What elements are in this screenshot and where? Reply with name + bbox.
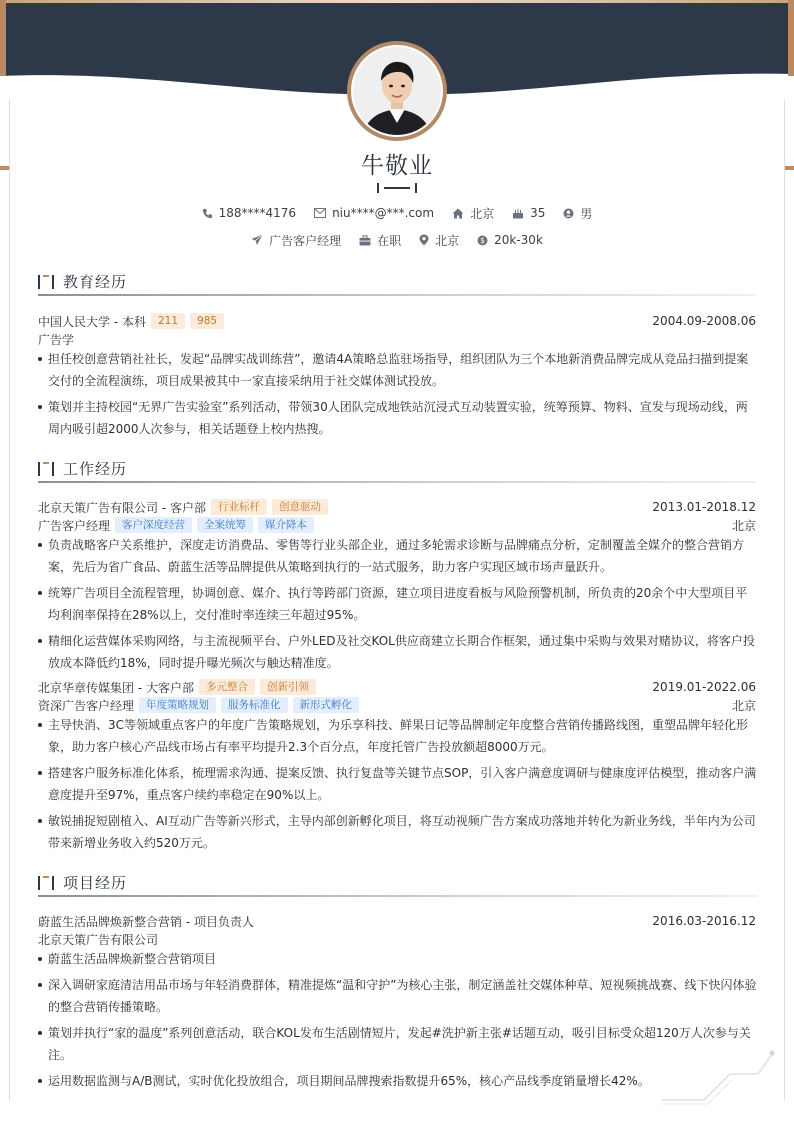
project-bullet: 策划并执行“家的温度”系列创意活动，联合KOL发布生活剧情短片，发起#洗护新主张#话题互动，吸引目标受众超120万人次参与关注。 [38, 1022, 758, 1066]
section-work [38, 455, 756, 483]
job-intent-row [0, 231, 794, 249]
role-tag: 媒介降本 [258, 517, 314, 533]
gender-value: 男 [580, 206, 593, 221]
role-tag: 客户深度经营 [115, 517, 192, 533]
email-item [314, 206, 434, 220]
phone-icon [202, 208, 213, 219]
company-tag: 创新引领 [260, 679, 316, 695]
section-marker-icon [38, 275, 54, 289]
salary-item [477, 233, 543, 247]
work-header [38, 498, 756, 516]
salary-value: 20k-30k [494, 233, 543, 247]
company-line: 北京天策广告有限公司 - 客户部 [38, 500, 206, 515]
project-title: 蔚蓝生活品牌焕新整合营销 - 项目负责人 [38, 914, 254, 929]
status-item [359, 232, 401, 249]
school-tag: 211 [151, 313, 185, 329]
city-item [419, 232, 459, 249]
briefcase-icon [359, 235, 371, 246]
section-marker-icon [38, 876, 54, 890]
city-value: 北京 [435, 233, 460, 248]
work-dates: 2019.01-2022.06 [652, 680, 756, 694]
work-city: 北京 [731, 518, 756, 533]
phone-value: 188****4176 [218, 206, 297, 220]
corner-decoration [660, 1048, 780, 1108]
right-border-line [784, 100, 785, 1100]
company-line: 北京华章传媒集团 - 大客户部 [38, 680, 194, 695]
age-item [512, 206, 545, 220]
paper-plane-icon [251, 234, 263, 246]
role-tag: 新形式孵化 [293, 697, 360, 713]
section-underline [38, 481, 756, 483]
section-title: 教育经历 [63, 273, 128, 291]
education-header [38, 312, 756, 330]
education-dates: 2004.09-2008.06 [652, 314, 756, 328]
cake-icon [512, 208, 524, 219]
role: 广告客户经理 [38, 518, 111, 533]
project-org-line [38, 930, 756, 948]
status-value: 在职 [377, 233, 402, 248]
project-bullet: 运用数据监测与A/B测试，实时优化投放组合，项目期间品牌搜索指数提升65%，核心产品线季度销量增长42%。 [38, 1070, 758, 1092]
company-tag: 行业标杆 [211, 499, 267, 515]
project-org: 北京天策广告有限公司 [38, 932, 159, 947]
work-dates: 2013.01-2018.12 [652, 500, 756, 514]
home-icon [452, 208, 464, 219]
company-tag: 多元整合 [199, 679, 255, 695]
position-value: 广告客户经理 [269, 233, 342, 248]
work-bullet: 敏锐捕捉短剧植入、AI互动广告等新兴形式，主导内部创新孵化项目，将互动视频广告方案成功落地并转化为新业务线，半年内为公司带来新增业务收入约520万元。 [38, 810, 758, 854]
company-tag: 创意驱动 [272, 499, 328, 515]
location-value: 北京 [470, 206, 495, 221]
money-icon [477, 235, 488, 246]
role: 资深广告客户经理 [38, 698, 135, 713]
education-major-line [38, 330, 756, 348]
work-role-line [38, 696, 756, 714]
section-education [38, 268, 756, 296]
work-bullet: 统筹广告项目全流程管理，协调创意、媒介、执行等跨部门资源，建立项目进度看板与风险预警机制，所负责的20余个中大型项目平均利润率保持在28%以上，交付准时率连续三年超过95%。 [38, 582, 758, 626]
avatar [347, 41, 447, 141]
section-underline [38, 294, 756, 296]
education-bullet: 担任校创意营销社社长，发起“品牌实战训练营”，邀请4A策略总监驻场指导，组织团队为三个本地新消费品牌完成从竞品扫描到提案交付的全流程演练，项目成果被其中一家直接采纳用于社交媒体测试投放。 [38, 348, 758, 392]
major: 广告学 [38, 332, 75, 347]
work-bullet: 负责战略客户关系维护，深度走访消费品、零售等行业头部企业，通过多轮需求诊断与品牌痛点分析，定制覆盖全媒介的整合营销方案，先后为省广食品、蔚蓝生活等品牌提供从策略到执行的一站式服务，助力客户实现区域市场声量跃升。 [38, 534, 758, 578]
age-value: 35 [530, 206, 546, 220]
phone-item [202, 206, 296, 220]
role-tag: 全案统筹 [197, 517, 253, 533]
map-pin-icon [419, 234, 429, 246]
section-underline [38, 895, 756, 897]
work-bullet: 精细化运营媒体采购网络，与主流视频平台、户外LED及社交KOL供应商建立长期合作框架，通过集中采购与效果对赌协议，将客户投放成本降低约18%，同时提升曝光频次与触达精准度。 [38, 630, 758, 674]
work-bullet: 主导快消、3C等领域重点客户的年度广告策略规划，为乐享科技、鲜果日记等品牌制定年度整合营销传播路线图，重塑品牌年轻化形象，助力客户核心产品线市场占有率平均提升2.3个百分点，年度托管广告投放额超8000万元。 [38, 714, 758, 758]
left-border-line [9, 100, 10, 1100]
school-line: 中国人民大学 - 本科 [38, 314, 146, 329]
work-city: 北京 [731, 698, 756, 713]
education-bullet: 策划并主持校园“无界广告实验室”系列活动，带领30人团队完成地铁站沉浸式互动装置实验，统筹预算、物料、宣发与现场动线，两周内吸引超2000人次参与，相关话题登上校内热搜。 [38, 396, 758, 440]
section-projects [38, 869, 756, 897]
work-role-line [38, 516, 756, 534]
portrait-photo [353, 47, 441, 135]
school-tag: 985 [190, 313, 224, 329]
project-bullet: 深入调研家庭清洁用品市场与年轻消费群体，精准提炼“温和守护”为核心主张，制定涵盖社交媒体种草、短视频挑战赛、线下快闪体验的整合营销传播策略。 [38, 974, 758, 1018]
section-title: 工作经历 [63, 460, 128, 478]
project-dates: 2016.03-2016.12 [652, 914, 756, 928]
project-bullet: 蔚蓝生活品牌焕新整合营销项目 [38, 948, 758, 970]
candidate-name: 牛敬业 [361, 153, 433, 179]
work-bullet: 搭建客户服务标准化体系，梳理需求沟通、提案反馈、执行复盘等关键节点SOP，引入客户满意度调研与健康度评估模型，推动客户满意度提升至97%，重点客户续约率稳定在90%以上。 [38, 762, 758, 806]
gender-item [563, 205, 592, 222]
work-header [38, 678, 756, 696]
location-item [452, 205, 494, 222]
mail-icon [314, 208, 326, 218]
email-value: niu****@***.com [332, 206, 435, 220]
person-icon [563, 208, 574, 219]
role-tag: 年度策略规划 [139, 697, 216, 713]
project-header [38, 912, 756, 930]
svg-text:$: $ [480, 235, 486, 245]
role-tag: 服务标准化 [221, 697, 288, 713]
contact-row [0, 204, 794, 222]
section-title: 项目经历 [63, 874, 128, 892]
name-divider [375, 183, 419, 193]
section-marker-icon [38, 462, 54, 476]
position-item [251, 232, 341, 249]
